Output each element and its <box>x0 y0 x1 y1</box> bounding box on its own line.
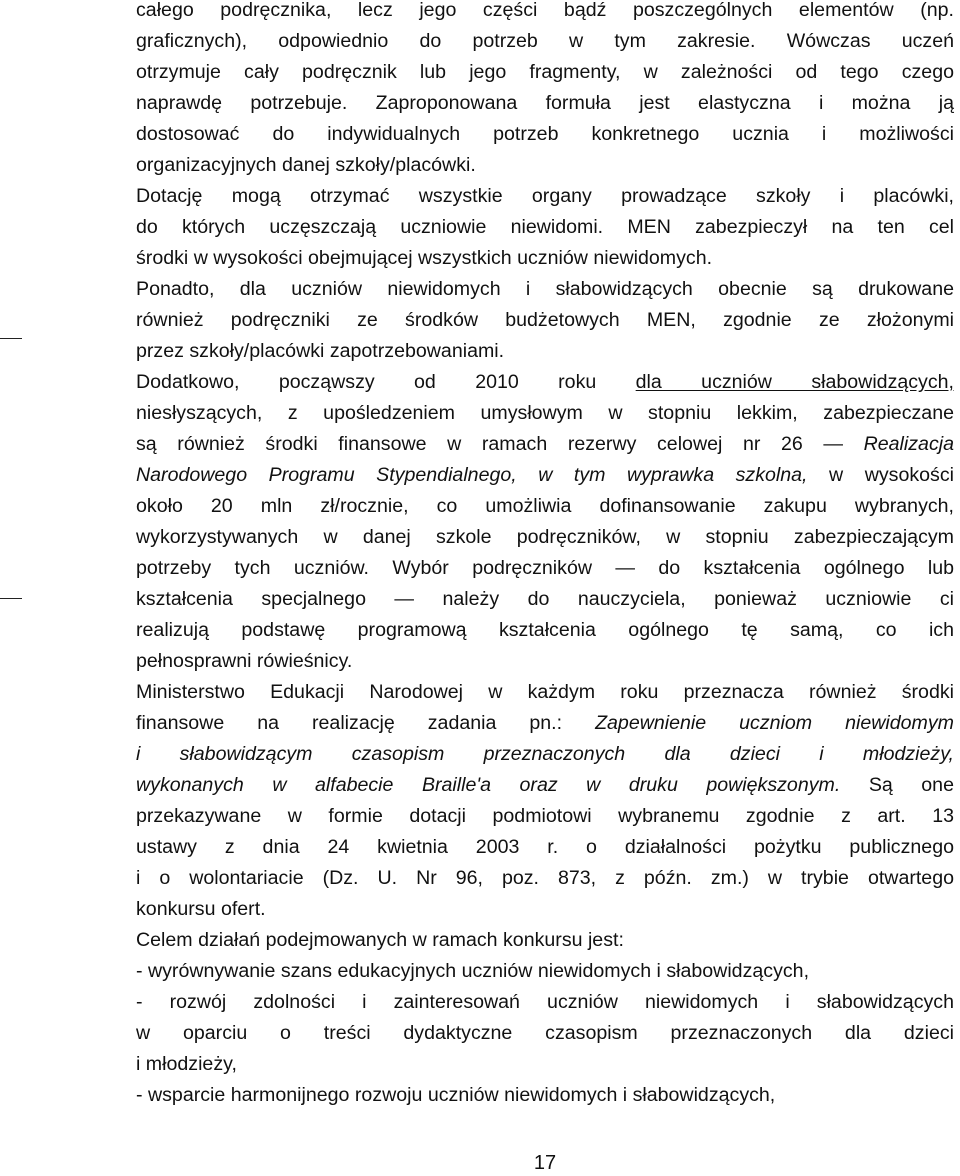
text-line <box>136 709 954 737</box>
text-line: Ponadto, dla uczniów niewidomych i słabowidzących obecnie są drukowane <box>136 278 954 300</box>
text-line: całego podręcznika, lecz jego części bądź poszczególnych elementów (np. <box>136 0 954 21</box>
underlined-text: dla uczniów słabowidzących, <box>635 371 954 393</box>
text-line: środki w wysokości obejmującej wszystkich uczniów niewidomych. <box>136 247 713 269</box>
text-line: Ministerstwo Edukacji Narodowej w każdym roku przeznacza również środki <box>136 681 954 703</box>
text-line: są również środki finansowe w ramach rezerwy celowej nr 26 — Realizacja <box>136 433 954 455</box>
text-line: potrzeby tych uczniów. Wybór podręczników — do kształcenia ogólnego lub <box>136 557 954 579</box>
text-line: Dotację mogą otrzymać wszystkie organy prowadzące szkoły i placówki, <box>136 185 954 207</box>
text-line: dostosować do indywidualnych potrzeb konkretnego ucznia i możliwości <box>136 123 954 145</box>
text-line: Celem działań podejmowanych w ramach konkursu jest: <box>136 929 624 951</box>
text-line: niesłyszących, z upośledzeniem umysłowym w stopniu lekkim, zabezpieczane <box>136 402 954 424</box>
text-line: wykorzystywanych w danej szkole podręczników, w stopniu zabezpieczającym <box>136 526 954 548</box>
text-line: graficznych), odpowiednio do potrzeb w tym zakresie. Wówczas uczeń <box>136 30 954 52</box>
text-line <box>136 771 954 799</box>
text-line: do których uczęszczają uczniowie niewidomi. MEN zabezpieczył na ten cel <box>136 216 954 238</box>
list-item: - wsparcie harmonijnego rozwoju uczniów niewidomych i słabowidzących, <box>136 1084 776 1106</box>
text-segment: w wysokości <box>829 464 954 486</box>
margin-mark <box>0 598 22 599</box>
text-line: i młodzieży, <box>136 1053 237 1075</box>
text-line: i o wolontariacie (Dz. U. Nr 96, poz. 873, z późn. zm.) w trybie otwartego <box>136 867 954 889</box>
text-line <box>136 368 954 396</box>
text-line <box>136 461 954 489</box>
italic-text: i słabowidzącym czasopism przeznaczonych dla dzieci i młodzieży, <box>136 743 954 765</box>
text-line: kształcenia specjalnego — należy do nauczyciela, ponieważ uczniowie ci <box>136 588 954 610</box>
italic-text: Zapewnienie uczniom niewidomym <box>595 712 954 734</box>
text-line: konkursu ofert. <box>136 898 266 920</box>
text-line: pełnosprawni rówieśnicy. <box>136 650 353 672</box>
text-segment: Są one <box>868 774 954 796</box>
text-line: naprawdę potrzebuje. Zaproponowana formuła jest elastyczna i można ją <box>136 92 954 114</box>
italic-text: Narodowego Programu Stypendialnego, w tym wyprawka szkolna, <box>136 464 808 486</box>
italic-text: wykonanych w alfabecie Braille'a oraz w druku powiększonym. <box>136 774 841 796</box>
text-line: organizacyjnych danej szkoły/placówki. <box>136 154 476 176</box>
margin-mark <box>0 338 22 339</box>
text-segment: są również środki finansowe w ramach rezerwy celowej nr 26 <box>136 433 803 455</box>
text-line: około 20 mln zł/rocznie, co umożliwia dofinansowanie zakupu wybranych, <box>136 495 954 517</box>
text-line: przez szkoły/placówki zapotrzebowaniami. <box>136 340 505 362</box>
text-line: otrzymuje cały podręcznik lub jego fragmenty, w zależności od tego czego <box>136 61 954 83</box>
text-segment: Dodatkowo, począwszy od 2010 roku <box>136 371 597 393</box>
text-line <box>136 740 954 768</box>
italic-text: Realizacja <box>863 433 954 455</box>
text-line: przekazywane w formie dotacji podmiotowi wybranemu zgodnie z art. 13 <box>136 805 954 827</box>
text-line: ustawy z dnia 24 kwietnia 2003 r. o działalności pożytku publicznego <box>136 836 954 858</box>
list-item: - rozwój zdolności i zainteresowań uczniów niewidomych i słabowidzących <box>136 991 954 1013</box>
text-segment: finansowe na realizację zadania pn.: <box>136 712 563 734</box>
text-line: realizują podstawę programową kształcenia ogólnego tę samą, co ich <box>136 619 954 641</box>
text-line: w oparciu o treści dydaktyczne czasopism przeznaczonych dla dzieci <box>136 1022 954 1044</box>
text-line: również podręczniki ze środków budżetowych MEN, zgodnie ze złożonymi <box>136 309 954 331</box>
page-number: 17 <box>533 1152 557 1174</box>
list-item: - wyrównywanie szans edukacyjnych uczniów niewidomych i słabowidzących, <box>136 960 810 982</box>
